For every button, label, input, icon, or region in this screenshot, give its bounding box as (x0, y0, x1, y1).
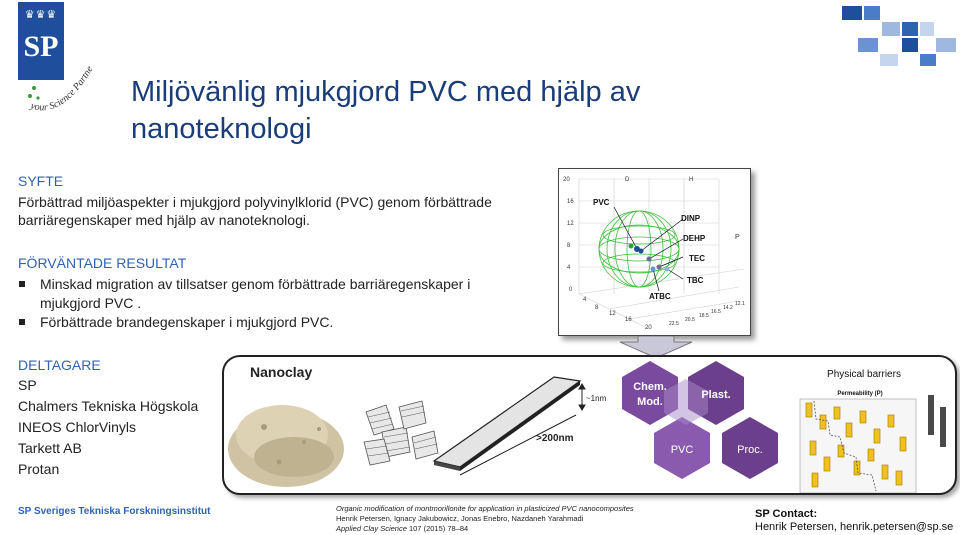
barrier-title: Physical barriers (827, 369, 901, 380)
reference-journal: Applied Clay Science (336, 524, 407, 533)
svg-text:H: H (689, 177, 694, 183)
decorative-squares (836, 4, 960, 68)
svg-text:4: 4 (583, 297, 587, 303)
footer-org: SP Sveriges Tekniska Forskningsinstitut (18, 506, 211, 517)
svg-text:14.2: 14.2 (723, 305, 733, 311)
hexagon-diagram (622, 361, 778, 479)
resultat-item: Minskad migration av tillsatser genom förbättrade barriäregenskaper i mjukgjord PVC . (18, 275, 528, 313)
svg-text:12.1: 12.1 (735, 301, 745, 307)
contact-value: Henrik Petersen, henrik.petersen@sp.se (755, 521, 954, 533)
reference-title: Organic modification of montmorillonite for application in plasticized PVC nanocomposites (336, 504, 634, 513)
nanoclay-panel (222, 355, 957, 495)
svg-text:D: D (625, 177, 630, 183)
syfte-heading: SYFTE (18, 173, 64, 189)
participant: INEOS ChlorVinyls (18, 419, 137, 435)
participant: Chalmers Tekniska Högskola (18, 398, 199, 414)
platelet-sheet (434, 377, 580, 467)
logo-tagline (22, 58, 102, 118)
svg-text:your Science Partner: your Science Partne (29, 64, 96, 114)
point-tbc (665, 267, 670, 272)
svg-text:22.5: 22.5 (669, 321, 679, 327)
width-label: >200nm (536, 433, 574, 444)
hansen-solubility-plot (558, 168, 751, 336)
svg-text:PVC: PVC (593, 198, 610, 207)
nanoclay-label: Nanoclay (250, 364, 313, 380)
hex-pvc: PVC (670, 444, 694, 456)
participant: Tarkett AB (18, 440, 82, 456)
svg-text:ATBC: ATBC (649, 292, 671, 301)
svg-text:8: 8 (595, 305, 599, 311)
point-atbc (651, 267, 656, 272)
resultat-list (18, 275, 528, 332)
point-dinp (639, 249, 644, 254)
reference (336, 504, 634, 534)
clay-platelets (364, 401, 438, 465)
svg-text:8: 8 (567, 243, 571, 249)
contact-block (755, 508, 953, 534)
participant: SP (18, 377, 37, 393)
hex-plast: Plast. (701, 389, 731, 401)
syfte-line-1: Förbättrad miljöaspekter i mjukgjord polyvinylklorid (PVC) genom förbättrade (18, 194, 492, 210)
reference-authors: Henrik Petersen, Ignacy Jakubowicz, Jonas Enebro, Nazdaneh Yarahmadi (336, 514, 584, 523)
svg-text:DEHP: DEHP (683, 234, 706, 243)
svg-text:12: 12 (609, 311, 616, 317)
contact-label: SP Contact: (755, 508, 818, 520)
syfte-line-2: barriäregenskaper med hjälp av nanoteknologi. (18, 212, 310, 228)
hex-mod: Mod. (637, 396, 663, 408)
svg-text:16.5: 16.5 (711, 309, 721, 315)
hex-chem: Chem. (633, 381, 667, 393)
svg-text:18.5: 18.5 (699, 313, 709, 319)
resultat-item: Förbättrade brandegenskaper i mjukgjord PVC. (18, 313, 528, 332)
svg-text:4: 4 (567, 265, 571, 271)
participant: Protan (18, 461, 60, 477)
svg-text:20: 20 (645, 325, 652, 331)
reference-volume: 107 (2015) 78–84 (408, 524, 469, 533)
svg-text:DINP: DINP (681, 214, 701, 223)
hex-proc: Proc. (737, 444, 763, 456)
page-title: Miljövänlig mjukgjord PVC med hjälp av nanoteknologi (131, 76, 641, 145)
crowns-icon: ♛♛♛ (24, 9, 58, 21)
point-dehp (647, 257, 652, 262)
svg-text:TBC: TBC (687, 276, 704, 285)
svg-text:TEC: TEC (689, 254, 705, 263)
permeability-label: Permeability (P) (837, 391, 883, 397)
deltagare-heading: DELTAGARE (18, 357, 101, 373)
participants-list (18, 357, 198, 480)
barrier-diagram (800, 395, 946, 493)
svg-text:12: 12 (567, 221, 574, 227)
point-tec (657, 265, 662, 270)
logo-text: SP (23, 30, 59, 63)
svg-text:20.5: 20.5 (685, 317, 695, 323)
resultat-heading: FÖRVÄNTADE RESULTAT (18, 255, 187, 271)
clay-powder-image (228, 405, 344, 487)
svg-text:P: P (735, 234, 740, 241)
svg-text:20: 20 (563, 177, 570, 183)
svg-text:16: 16 (625, 317, 632, 323)
svg-text:16: 16 (567, 199, 574, 205)
svg-text:0: 0 (569, 287, 573, 293)
thickness-label: ~1nm (586, 394, 607, 403)
